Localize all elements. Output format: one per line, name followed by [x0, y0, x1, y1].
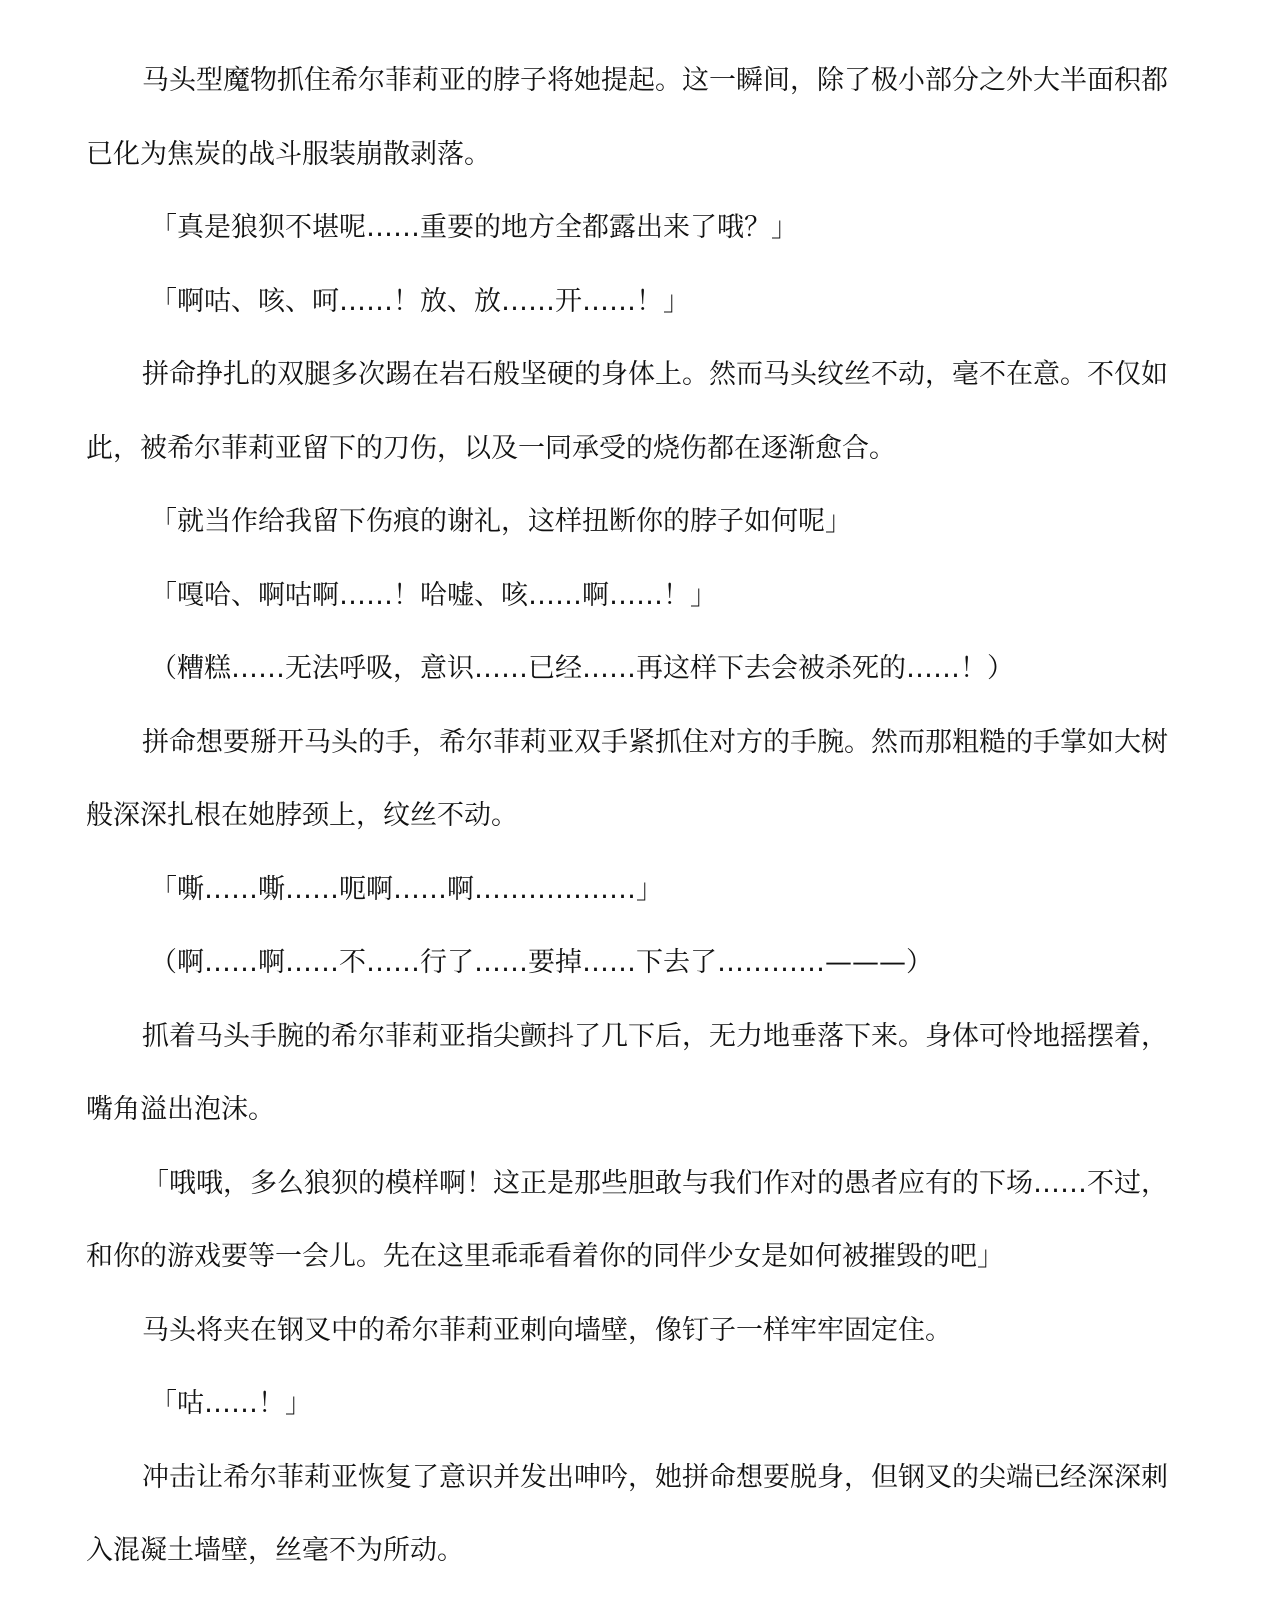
- paragraph: 马头型魔物抓住希尔菲莉亚的脖子将她提起。这一瞬间，除了极小部分之外大半面积都已化为焦炭的战斗服装崩散剥落。: [86, 65, 1168, 170]
- dialogue-line: 「嘶……嘶……呃啊……啊………………」: [150, 873, 663, 905]
- dialogue-paragraph: 「哦哦，多么狼狈的模样啊！这正是那些胆敢与我们作对的愚者应有的下场……不过，和你的游戏要等一会儿。先在这里乖乖看着你的同伴少女是如何被摧毁的吧」: [86, 1167, 1168, 1272]
- paragraph: 拼命想要掰开马头的手，希尔菲莉亚双手紧抓住对方的手腕。然而那粗糙的手掌如大树般深深扎根在她脖颈上，纹丝不动。: [86, 726, 1168, 831]
- thought-line: （糟糕……无法呼吸，意识……已经……再这样下去会被杀死的……！）: [150, 653, 1014, 684]
- dialogue-line: 「嘎哈、啊咕啊……！哈嘘、咳……啊……！」: [150, 579, 717, 611]
- dialogue-line: 「就当作给我留下伤痕的谢礼，这样扭断你的脖子如何呢」: [150, 506, 852, 537]
- dialogue-line: 「咕……！」: [150, 1388, 312, 1419]
- dialogue-line: 「真是狼狈不堪呢……重要的地方全都露出来了哦？」: [150, 212, 798, 243]
- thought-line: （啊……啊……不……行了……要掉……下去了…………———）: [150, 947, 933, 978]
- paragraph: 马头将夹在钢叉中的希尔菲莉亚刺向墙壁，像钉子一样牢牢固定住。: [142, 1314, 952, 1346]
- paragraph: 冲击让希尔菲莉亚恢复了意识并发出呻吟，她拼命想要脱身，但钢叉的尖端已经深深刺入混凝土墙壁，丝毫不为所动。: [86, 1461, 1168, 1566]
- document-page: [86, 44, 1194, 1588]
- dialogue-line: 「啊咕、咳、呵……！放、放……开……！」: [150, 285, 690, 317]
- paragraph: 拼命挣扎的双腿多次踢在岩石般坚硬的身体上。然而马头纹丝不动，毫不在意。不仅如此，被希尔菲莉亚留下的刀伤，以及一同承受的烧伤都在逐渐愈合。: [86, 359, 1168, 464]
- paragraph: 抓着马头手腕的希尔菲莉亚指尖颤抖了几下后，无力地垂落下来。身体可怜地摇摆着，嘴角溢出泡沫。: [86, 1020, 1168, 1125]
